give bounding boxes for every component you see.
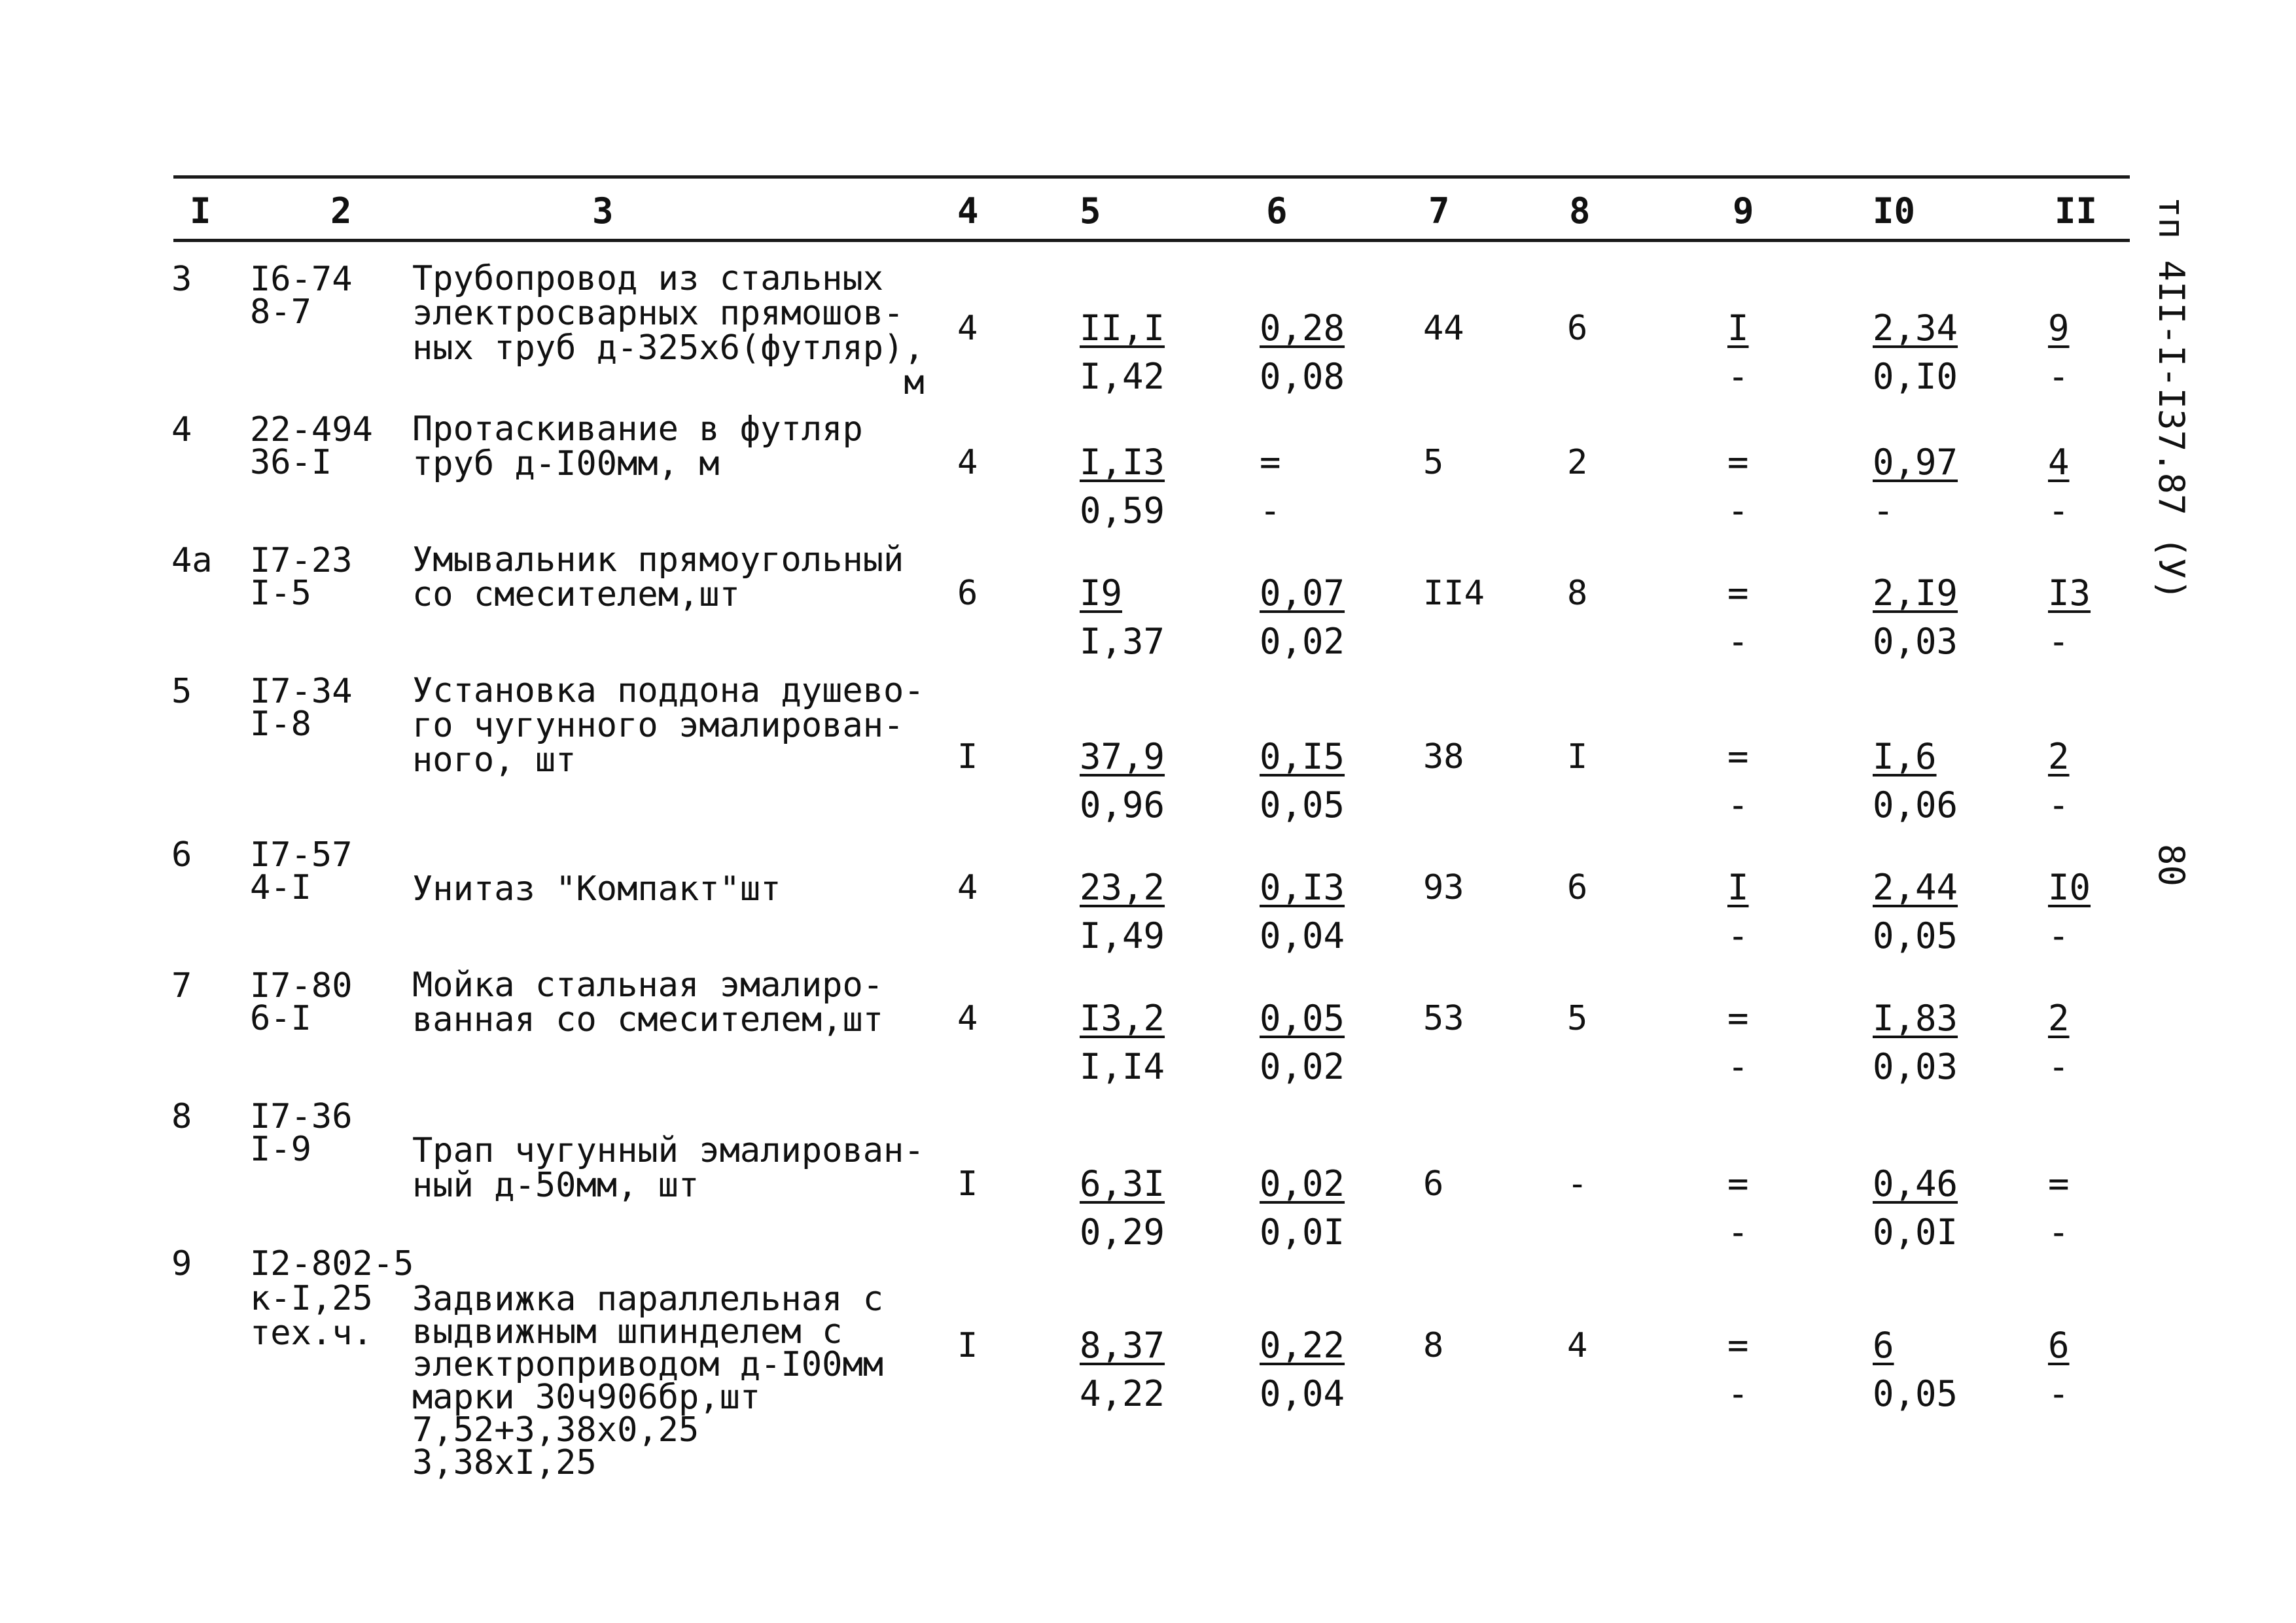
col8-value: 6 <box>1567 309 1588 348</box>
norm-code-line: 22-494 <box>250 410 373 449</box>
col10-fraction: $\frac{I,83}{0,03}$ <box>1873 998 1958 1087</box>
norm-code-line: I-9 <box>250 1130 311 1169</box>
description-line: Задвижка параллельная с <box>412 1280 884 1319</box>
col5-fraction: $\frac{II,I}{I,42}$ <box>1080 307 1165 397</box>
norm-code-line: I-8 <box>250 705 311 744</box>
col10-fraction: $\frac{0,46}{0,0I}$ <box>1873 1163 1958 1253</box>
col10-fraction: $\frac{2,34}{0,I0}$ <box>1873 307 1958 397</box>
col9-fraction: = - <box>1727 998 1749 1087</box>
col6-fraction: $\frac{0,02}{0,0I}$ <box>1260 1163 1345 1253</box>
quantity: 4 <box>957 868 978 907</box>
norm-code-line: 36-I <box>250 443 332 482</box>
header-col-5: 5 <box>1080 190 1101 232</box>
description-line: труб д-I00мм, м <box>412 444 720 483</box>
row-number: 6 <box>171 835 192 875</box>
col11-fraction: 4 - <box>2048 442 2070 531</box>
col5-fraction: $\frac{8,37}{4,22}$ <box>1080 1325 1165 1414</box>
norm-code-line: к-I,25 <box>250 1279 373 1318</box>
norm-code-line: I6-74 <box>250 260 353 299</box>
col8-value: 8 <box>1567 574 1588 613</box>
header-col-8: 8 <box>1569 190 1591 232</box>
col10-fraction: $\frac{6}{0,05}$ <box>1873 1325 1958 1414</box>
description-line: марки 30ч906бр,шт <box>412 1378 761 1417</box>
col7-value: 6 <box>1423 1164 1444 1204</box>
col7-value: 38 <box>1423 737 1464 777</box>
row-number: 8 <box>171 1097 192 1136</box>
col6-fraction: $\frac{0,07}{0,02}$ <box>1260 572 1345 662</box>
col7-value: 53 <box>1423 999 1464 1038</box>
header-col-7: 7 <box>1428 190 1450 232</box>
col11-fraction: 6 - <box>2048 1325 2070 1414</box>
description-line: го чугунного эмалирован- <box>412 706 904 745</box>
col7-value: 8 <box>1423 1326 1444 1365</box>
quantity: 4 <box>957 309 978 348</box>
description-line: ного, шт <box>412 741 576 780</box>
description-line: Унитаз "Компакт"шт <box>412 869 781 909</box>
norm-code-line: 4-I <box>250 868 311 907</box>
col5-fraction: $\frac{I,I3}{0,59}$ <box>1080 442 1165 531</box>
description-line: выдвижным шпинделем с <box>412 1312 843 1352</box>
col5-fraction: $\frac{23,2}{I,49}$ <box>1080 867 1165 956</box>
col10-fraction: $\frac{I,6}{0,06}$ <box>1873 736 1958 826</box>
header-col-3: 3 <box>592 190 614 232</box>
col11-fraction: 9 - <box>2048 307 2070 397</box>
description-line: ных труб д-325х6(футляр), <box>412 328 925 368</box>
header-col-4: 4 <box>957 190 979 232</box>
quantity: 6 <box>957 574 978 613</box>
col9-fraction: = - <box>1727 572 1749 662</box>
norm-code-line: I2-802-5 <box>250 1244 414 1283</box>
side-page-number: 80 <box>2151 844 2192 887</box>
col9-fraction: = - <box>1727 1163 1749 1253</box>
col8-value: 5 <box>1567 999 1588 1038</box>
description-line: Мойка стальная эмалиро- <box>412 966 884 1005</box>
col5-fraction: $\frac{6,3I}{0,29}$ <box>1080 1163 1165 1253</box>
header-col-10: I0 <box>1873 190 1916 232</box>
col7-value: II4 <box>1423 574 1485 613</box>
quantity: 4 <box>957 443 978 482</box>
col11-fraction: 2 - <box>2048 998 2070 1087</box>
col7-value: 5 <box>1423 443 1444 482</box>
description-line: Установка поддона душево- <box>412 671 925 710</box>
col11-fraction: I0 - <box>2048 867 2091 956</box>
header-col-9: 9 <box>1733 190 1754 232</box>
norm-code-line: I7-36 <box>250 1097 353 1136</box>
norm-code-line: I7-23 <box>250 541 353 580</box>
header-col-11: II <box>2055 190 2098 232</box>
col8-value: 6 <box>1567 868 1588 907</box>
col9-fraction: = - <box>1727 736 1749 826</box>
col8-value: 2 <box>1567 443 1588 482</box>
col6-fraction: $\frac{0,22}{0,04}$ <box>1260 1325 1345 1414</box>
norm-code-line: 6-I <box>250 999 311 1038</box>
description-line: Трубопровод из стальных <box>412 259 884 298</box>
col7-value: 93 <box>1423 868 1464 907</box>
col5-fraction: $\frac{37,9}{0,96}$ <box>1080 736 1165 826</box>
col6-fraction: $\frac{0,I3}{0,04}$ <box>1260 867 1345 956</box>
header-rule <box>173 239 2130 242</box>
row-number: 3 <box>171 260 192 299</box>
col11-fraction: = - <box>2048 1163 2070 1253</box>
col6-fraction: $\frac{0,05}{0,02}$ <box>1260 998 1345 1087</box>
row-number: 4 <box>171 410 192 449</box>
col9-fraction: = - <box>1727 442 1749 531</box>
col7-value: 44 <box>1423 309 1464 348</box>
col9-fraction: I - <box>1727 867 1749 956</box>
header-col-1: I <box>190 190 211 232</box>
description-line: электроприводом д-I00мм <box>412 1345 884 1384</box>
col6-fraction: = - <box>1260 442 1281 531</box>
col9-fraction: I - <box>1727 307 1749 397</box>
col11-fraction: 2 - <box>2048 736 2070 826</box>
norm-code-line: I7-80 <box>250 966 353 1005</box>
norm-code-line: тех.ч. <box>250 1314 373 1353</box>
description-line: 7,52+3,38х0,25 <box>412 1410 699 1450</box>
col11-fraction: I3 - <box>2048 572 2091 662</box>
quantity: I <box>957 1164 978 1204</box>
description-line: 3,38хI,25 <box>412 1443 597 1482</box>
norm-code-line: 8-7 <box>250 292 311 332</box>
description-line: Умывальник прямоугольный <box>412 540 904 580</box>
side-document-code: тп 4II-I-I37.87 (У) <box>2151 196 2192 601</box>
description-line: м <box>412 363 925 402</box>
col10-fraction: 0,97 - <box>1873 442 1958 531</box>
col9-fraction: = - <box>1727 1325 1749 1414</box>
norm-code-line: I7-57 <box>250 835 353 875</box>
col10-fraction: $\frac{2,44}{0,05}$ <box>1873 867 1958 956</box>
norm-code-line: I7-34 <box>250 672 353 711</box>
row-number: 9 <box>171 1244 192 1283</box>
col5-fraction: $\frac{I9}{I,37}$ <box>1080 572 1165 662</box>
quantity: I <box>957 1326 978 1365</box>
row-number: 5 <box>171 672 192 711</box>
header-col-2: 2 <box>330 190 352 232</box>
description-line: Трап чугунный эмалирован- <box>412 1131 925 1170</box>
quantity: I <box>957 737 978 777</box>
quantity: 4 <box>957 999 978 1038</box>
description-line: электросварных прямошов- <box>412 294 904 333</box>
row-number: 7 <box>171 966 192 1005</box>
col6-fraction: $\frac{0,28}{0,08}$ <box>1260 307 1345 397</box>
col8-value: 4 <box>1567 1326 1588 1365</box>
col10-fraction: $\frac{2,I9}{0,03}$ <box>1873 572 1958 662</box>
description-line: Протаскивание в футляр <box>412 410 863 449</box>
description-line: со смесителем,шт <box>412 575 740 614</box>
description-line: ный д-50мм, шт <box>412 1166 699 1205</box>
col5-fraction: $\frac{I3,2}{I,I4}$ <box>1080 998 1165 1087</box>
header-col-6: 6 <box>1266 190 1288 232</box>
col8-value: - <box>1567 1164 1588 1204</box>
description-line: ванная со смесителем,шт <box>412 1000 884 1039</box>
col8-value: I <box>1567 737 1588 777</box>
norm-code-line: I-5 <box>250 574 311 613</box>
col6-fraction: $\frac{0,I5}{0,05}$ <box>1260 736 1345 826</box>
row-number: 4а <box>171 541 213 580</box>
top-rule <box>173 175 2130 179</box>
